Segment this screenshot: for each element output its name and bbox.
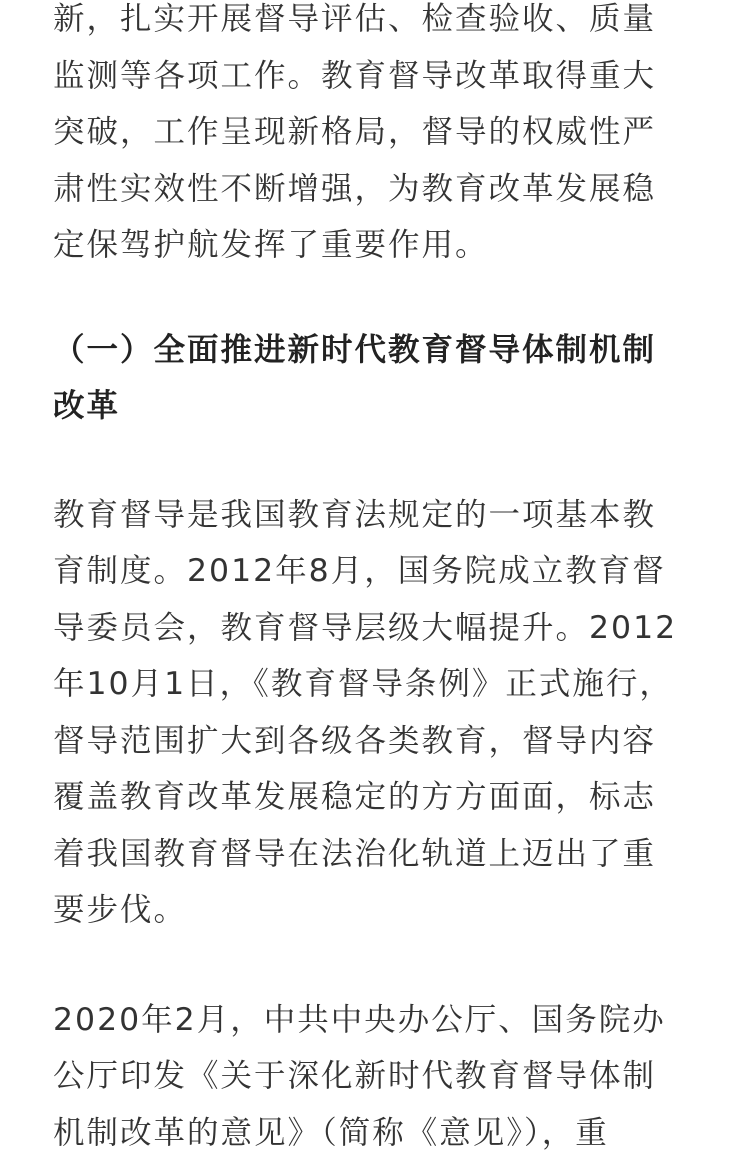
text-line: 育制度。2012年8月，国务院成立教育督 bbox=[53, 543, 703, 600]
text-line: 覆盖教育改革发展稳定的方方面面，标志 bbox=[53, 769, 703, 826]
section-heading bbox=[53, 322, 703, 435]
paragraph-supervision-system bbox=[53, 487, 703, 939]
text-line: 教育督导是我国教育法规定的一项基本教 bbox=[53, 487, 703, 544]
article-body bbox=[53, 0, 703, 1161]
text-line: 督导范围扩大到各级各类教育，督导内容 bbox=[53, 713, 703, 770]
heading-line: 改革 bbox=[53, 378, 703, 435]
text-line: 导委员会，教育督导层级大幅提升。2012 bbox=[53, 600, 703, 657]
text-line: 监测等各项工作。教育督导改革取得重大 bbox=[53, 48, 703, 105]
paragraph-2020-reform bbox=[53, 992, 703, 1161]
text-line: 突破，工作呈现新格局，督导的权威性严 bbox=[53, 104, 703, 161]
text-line: 2020年2月，中共中央办公厅、国务院办 bbox=[53, 992, 703, 1049]
heading-line: （一）全面推进新时代教育督导体制机制 bbox=[53, 322, 703, 379]
text-line: 机制改革的意见》（简称《意见》），重 bbox=[53, 1105, 703, 1161]
text-line: 要步伐。 bbox=[53, 882, 703, 939]
text-line: 着我国教育督导在法治化轨道上迈出了重 bbox=[53, 826, 703, 883]
text-line: 定保驾护航发挥了重要作用。 bbox=[53, 217, 703, 274]
text-line: 公厅印发《关于深化新时代教育督导体制 bbox=[53, 1048, 703, 1105]
text-line: 年10月1日，《教育督导条例》正式施行， bbox=[53, 656, 703, 713]
paragraph-intro-continuation bbox=[53, 0, 703, 274]
text-line: 肃性实效性不断增强，为教育改革发展稳 bbox=[53, 161, 703, 218]
text-line: 新，扎实开展督导评估、检查验收、质量 bbox=[53, 0, 703, 48]
